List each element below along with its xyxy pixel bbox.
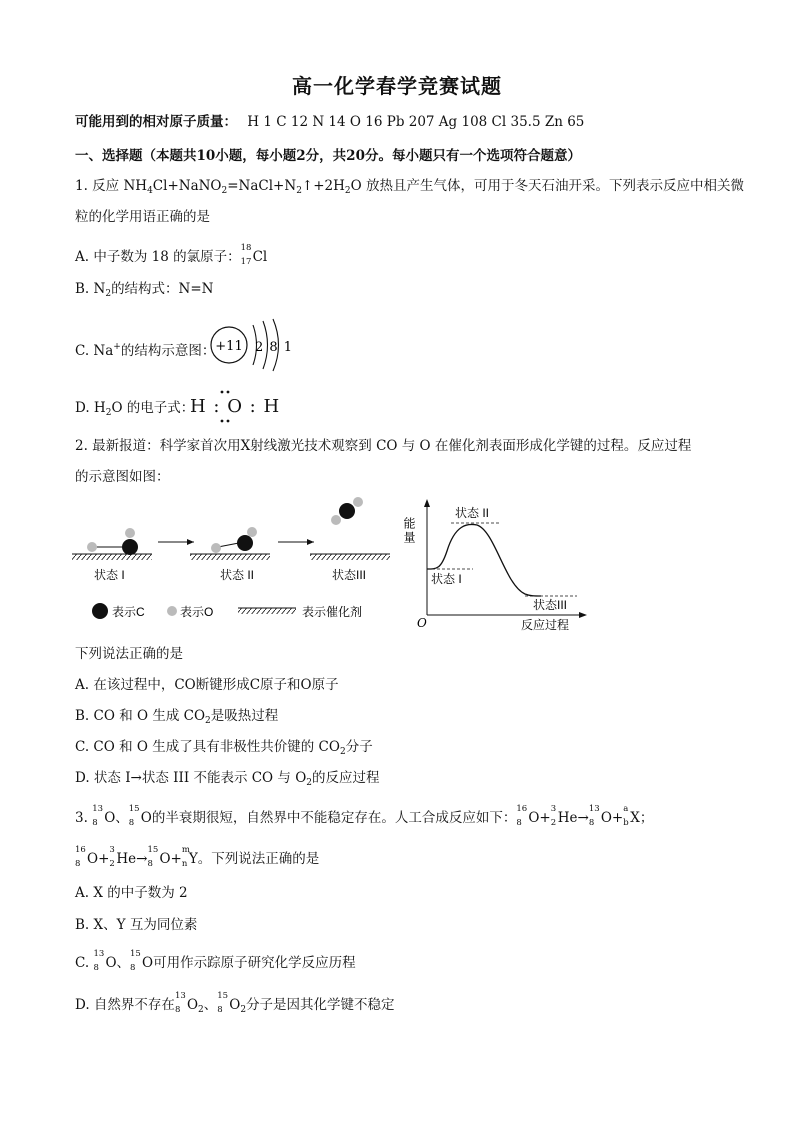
q3-stem [75, 806, 653, 827]
q2-c-text: C. CO 和 O 生成了具有非极性共价键的 CO [75, 739, 340, 755]
oxygen-atom [331, 515, 341, 525]
mass-number: 13 [588, 804, 600, 814]
isotope-notation [550, 804, 558, 828]
q3-stem-line2 [75, 847, 319, 868]
atomic-number: 8 [516, 818, 522, 828]
subscript: 2 [306, 778, 313, 788]
q1-a-text: A. 中子数为 18 的氯原子： [75, 249, 241, 265]
atomic-number: 8 [217, 1005, 223, 1015]
atomic-number: n [181, 859, 188, 869]
nucleus-charge: +11 [215, 339, 243, 354]
subscript: 2 [339, 747, 346, 757]
reaction-arrow: → [577, 810, 589, 826]
subscript: 2 [205, 716, 211, 726]
subscript: 2 [296, 186, 302, 196]
atomic-number: 8 [128, 818, 135, 828]
lone-pair-dots [190, 388, 270, 428]
q3-option-b: B. X、Y 互为同位素 [75, 917, 198, 933]
q3-option-c [75, 951, 356, 972]
mass-number: 16 [75, 845, 86, 855]
oxygen-atom [211, 543, 221, 553]
atomic-masses [75, 113, 584, 131]
sodium-ion-structure-diagram [205, 315, 305, 375]
element-symbol: O [140, 810, 152, 826]
carbon-atom [339, 503, 355, 519]
atomic-number: 17 [240, 257, 252, 267]
mass-number: 3 [550, 804, 557, 814]
q1-stem-part: 1. 反应 NH [75, 178, 148, 194]
isotope-notation [588, 804, 601, 828]
isotope-notation [75, 845, 87, 869]
masses-label: 可能用到的相对原子质量： [75, 114, 237, 130]
q2-c-text: 分子 [345, 739, 373, 755]
q3-option-a: A. X 的中子数为 2 [75, 885, 188, 901]
q2-stem-line2: 的示意图如图： [75, 469, 170, 485]
oxygen-atom [247, 527, 257, 537]
atomic-number: 8 [93, 963, 99, 973]
electron-dot [221, 420, 224, 423]
carbon-atom [237, 535, 253, 551]
plus-sign: + [98, 851, 110, 867]
mass-number: m [181, 845, 190, 855]
atomic-number: 8 [588, 818, 595, 828]
mass-number: 15 [128, 804, 140, 814]
origin-label: O [417, 616, 427, 630]
atomic-number: 8 [92, 818, 98, 828]
energy-state-2-label: 状态 II [455, 506, 490, 520]
subscript: 4 [147, 186, 153, 196]
arrow-head [307, 539, 314, 545]
isotope-notation [128, 804, 141, 828]
carbon-atom [122, 539, 138, 555]
atomic-number: 2 [109, 859, 115, 869]
isotope-notation [109, 845, 116, 869]
legend-catalyst-symbol [238, 608, 296, 614]
state-1-label: 状态 I [94, 568, 125, 582]
subscript: 2 [105, 289, 112, 299]
electron-dot [227, 391, 230, 394]
mass-number: 18 [240, 243, 252, 253]
element-symbol: X [630, 810, 640, 826]
element-symbol: O [600, 810, 612, 826]
q1-stem-part: ↑+2H [301, 178, 345, 194]
q1-option-c [75, 338, 215, 360]
q1-option-b [75, 280, 214, 303]
reaction-arrow: → [136, 851, 148, 867]
element-symbol: O [229, 997, 241, 1013]
oxygen-atom [125, 528, 135, 538]
q1-stem-part: Cl+NaNO [152, 178, 222, 194]
mass-number: 15 [147, 845, 159, 855]
q2-option-c [75, 738, 373, 761]
q1-stem [75, 177, 744, 200]
q1-stem-line2: 粒的化学用语正确的是 [75, 209, 210, 225]
isotope-notation [623, 804, 630, 828]
mass-number: a [623, 804, 629, 814]
q1-c-text: C. Na [75, 343, 114, 359]
mass-number: 3 [109, 845, 115, 855]
q2-stem: 2. 最新报道：科学家首次用X射线激光技术观察到 CO 与 O 在催化剂表面形成化学键的过程。反应过程 [75, 438, 692, 454]
atomic-number: 8 [174, 1005, 181, 1015]
q1-stem-part: =NaCl+N [227, 178, 297, 194]
atomic-number: b [623, 818, 629, 828]
q3-option-d [75, 993, 395, 1019]
section-heading: 一、选择题（本题共10小题，每小题2分，共20分。每小题只有一个选项符合题意） [75, 148, 581, 164]
catalyst-surface-2 [190, 554, 270, 560]
energy-profile-diagram [402, 495, 590, 635]
subscript: 2 [198, 1005, 204, 1015]
plus-sign: + [170, 851, 182, 867]
x-axis-arrow [579, 612, 587, 618]
subscript: 2 [105, 408, 112, 418]
mass-number: 13 [93, 949, 105, 959]
isotope-notation [130, 949, 142, 973]
legend-carbon-label: 表示C [112, 605, 145, 619]
q1-b-text: B. N [75, 281, 106, 297]
legend-carbon-symbol [92, 603, 108, 619]
arrow-head [187, 539, 194, 545]
q1-c-text: 的结构示意图： [120, 343, 216, 359]
y-axis-arrow [424, 499, 430, 507]
q1-option-d [75, 399, 194, 422]
element-symbol: O [104, 810, 116, 826]
q2-b-text: 是吸热过程 [210, 708, 279, 724]
q3-d-text: D. 自然界不存在 [75, 997, 175, 1013]
energy-axis-label: 能量 [402, 517, 416, 545]
superscript: + [113, 342, 121, 352]
legend-oxygen-label: 表示O [180, 605, 214, 619]
q1-b-text: 的结构式：N=N [111, 281, 214, 297]
x-axis-label: 反应过程 [521, 618, 570, 632]
q2-d-text: 的反应过程 [312, 770, 380, 786]
q2-option-b [75, 707, 278, 730]
water-electron-formula: H : O : H [190, 396, 281, 417]
q3-c-text: C. [75, 955, 90, 971]
element-symbol: O [159, 851, 171, 867]
legend-oxygen-symbol [167, 606, 177, 616]
mass-number: 13 [174, 991, 186, 1001]
element-symbol: O [528, 810, 540, 826]
isotope-notation [181, 845, 190, 869]
element-symbol: O [105, 955, 117, 971]
oxygen-atom [353, 497, 363, 507]
element-symbol: O [87, 851, 99, 867]
q2-prompt: 下列说法正确的是 [75, 646, 183, 662]
mass-number: 15 [217, 991, 229, 1001]
element-symbol: Y [188, 851, 198, 867]
mass-number: 15 [130, 949, 141, 959]
q2-b-text: B. CO 和 O 生成 CO [75, 708, 206, 724]
atomic-number: 8 [147, 859, 153, 869]
q1-option-a [75, 245, 267, 266]
q3-d-text: 分子是因其化学键不稳定 [246, 997, 395, 1013]
q3-stem-text: 的半衰期很短，自然界中不能稳定存在。人工合成反应如下： [151, 810, 517, 826]
catalyst-surface-1 [72, 554, 152, 560]
state-3-label: 状态III [332, 568, 367, 582]
q1-d-text: D. H [75, 400, 106, 416]
energy-state-3-label: 状态III [533, 598, 568, 612]
mass-number: 16 [516, 804, 528, 814]
subscript: 2 [240, 1005, 247, 1015]
isotope-notation [240, 243, 253, 267]
reaction-process-diagram [70, 490, 390, 630]
atomic-number: 2 [550, 818, 557, 828]
oxygen-atom [87, 542, 97, 552]
masses-values: H 1 C 12 N 14 O 16 Pb 207 Ag 108 Cl 35.5 Zn 65 [247, 114, 585, 130]
isotope-notation [147, 845, 159, 869]
q3-stem-text: 。下列说法正确的是 [197, 851, 320, 867]
element-symbol: Cl [252, 249, 268, 265]
element-symbol: He [116, 851, 137, 867]
isotope-notation [174, 991, 187, 1015]
q2-option-d [75, 769, 380, 792]
electron-dot [227, 420, 230, 423]
isotope-notation [92, 804, 104, 828]
subscript: 2 [344, 186, 351, 196]
page-title: 高一化学春学竞赛试题 [292, 74, 502, 98]
q1-d-text: O 的电子式： [111, 400, 195, 416]
electron-counts: 2 8 1 [255, 340, 294, 355]
atomic-number: 8 [130, 963, 136, 973]
separator: ； [639, 810, 654, 826]
energy-state-1-label: 状态 I [431, 572, 462, 586]
q2-option-a: A. 在该过程中，CO断键形成C原子和O原子 [75, 677, 339, 693]
element-symbol: O [142, 955, 154, 971]
state-2-label: 状态 II [220, 568, 255, 582]
subscript: 2 [221, 186, 228, 196]
isotope-notation [516, 804, 528, 828]
catalyst-surface-3 [310, 554, 390, 560]
electron-dot [221, 391, 224, 394]
q2-d-text: D. 状态 I→状态 III 不能表示 CO 与 O [75, 770, 307, 786]
q3-number: 3. [75, 810, 88, 826]
q3-c-text: 可用作示踪原子研究化学反应历程 [153, 955, 356, 971]
plus-sign: + [611, 810, 624, 826]
isotope-notation [93, 949, 105, 973]
isotope-notation [217, 991, 229, 1015]
atomic-number: 8 [75, 859, 81, 869]
separator: 、 [203, 997, 218, 1013]
separator: 、 [116, 955, 131, 971]
plus-sign: + [539, 810, 551, 826]
separator: 、 [115, 810, 129, 826]
mass-number: 13 [92, 804, 104, 814]
element-symbol: O [186, 997, 199, 1013]
q1-stem-part: O 放热且产生气体，可用于冬天石油开采。下列表示反应中相关微 [350, 178, 745, 194]
legend-catalyst-label: 表示催化剂 [302, 605, 363, 619]
element-symbol: He [557, 810, 578, 826]
